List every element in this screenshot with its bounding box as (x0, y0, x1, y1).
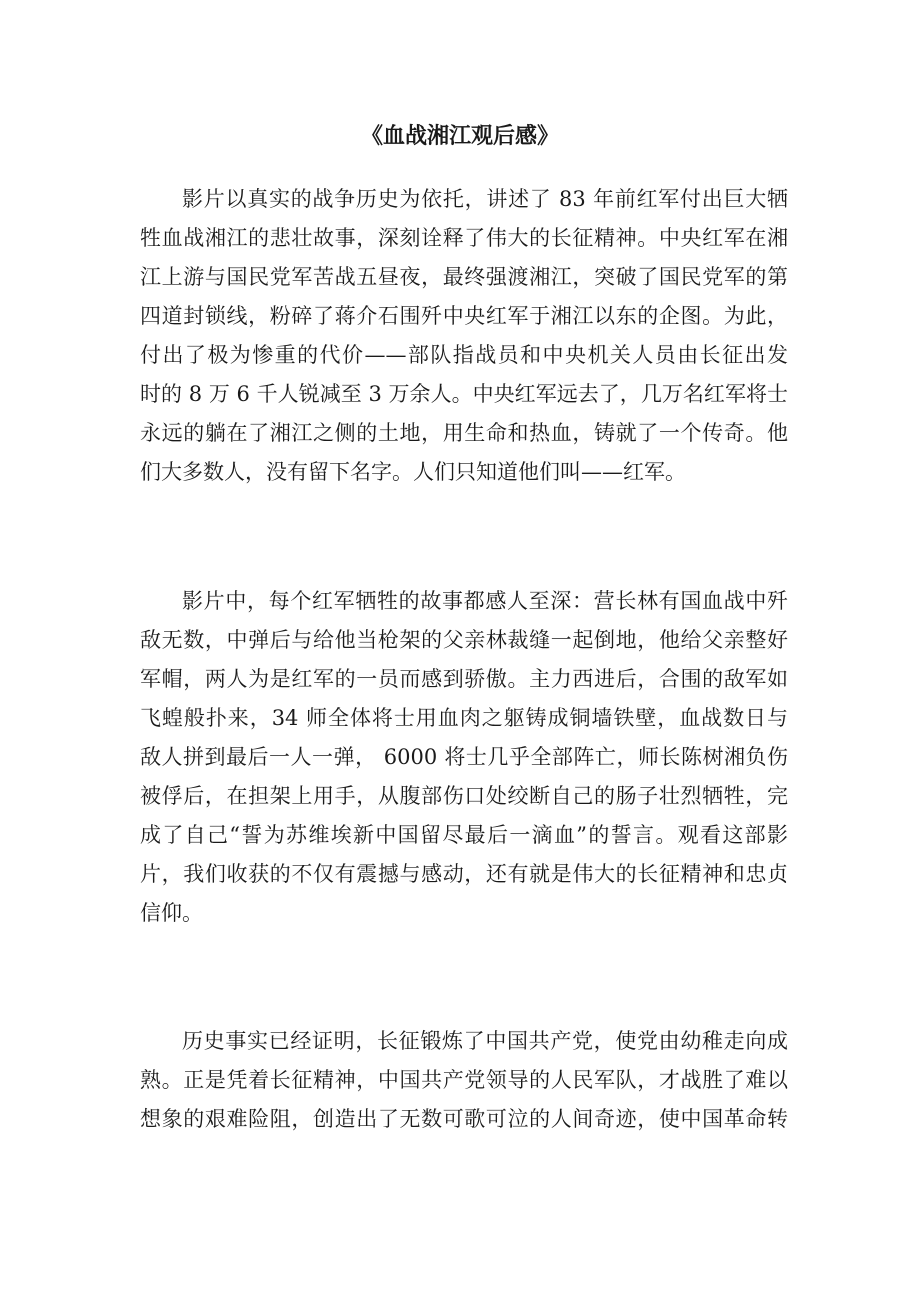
paragraph-line: 想象的艰难险阻，创造出了无数可歌可泣的人间奇迹，使中国革命转 (140, 1107, 788, 1131)
paragraph-line: 被俘后，在担架上用手，从腹部伤口处绞断自己的肠子壮烈牺牲，完 (140, 784, 788, 808)
paragraph-line: 片，我们收获的不仅有震撼与感动，还有就是伟大的长征精神和忠贞 (140, 862, 788, 886)
paragraph-line: 历史事实已经证明，长征锻炼了中国共产党，使党由幼稚走向成 (182, 1029, 788, 1053)
paragraph-line: 们大多数人，没有留下名字。人们只知道他们叫——红军。 (140, 460, 686, 484)
paragraph-line: 付出了极为惨重的代价——部队指战员和中央机关人员由长征出发 (140, 343, 788, 367)
paragraph-line: 永远的躺在了湘江之侧的土地，用生命和热血，铸就了一个传奇。他 (140, 421, 788, 445)
paragraph-line: 飞蝗般扑来，34 师全体将士用血肉之躯铸成铜墙铁壁，血战数日与 (140, 706, 788, 730)
paragraph-line: 江上游与国民党军苦战五昼夜，最终强渡湘江，突破了国民党军的第 (140, 265, 788, 289)
paragraph-2 (140, 582, 788, 933)
paragraph-line: 军帽，两人为是红军的一员而感到骄傲。主力西进后，合围的敌军如 (140, 667, 788, 691)
paragraph-line: 影片以真实的战争历史为依托，讲述了 83 年前红军付出巨大牺 (182, 187, 788, 211)
paragraph-line: 影片中，每个红军牺牲的故事都感人至深：营长林有国血战中歼 (182, 589, 788, 613)
document-title: 《血战湘江观后感》 (360, 123, 559, 149)
paragraph-line: 信仰。 (140, 901, 203, 925)
paragraph-1 (140, 180, 788, 492)
paragraph-line: 成了自己“誓为苏维埃新中国留尽最后一滴血”的誓言。观看这部影 (140, 823, 788, 847)
paragraph-3 (140, 1022, 788, 1139)
paragraph-line: 时的 8 万 6 千人锐减至 3 万余人。中央红军远去了，几万名红军将士 (140, 382, 788, 406)
paragraph-line: 敌人拼到最后一人一弹， 6000 将士几乎全部阵亡，师长陈树湘负伤 (140, 745, 788, 769)
paragraph-line: 敌无数，中弹后与给他当枪架的父亲林裁缝一起倒地，他给父亲整好 (140, 628, 788, 652)
paragraph-line: 熟。正是凭着长征精神，中国共产党领导的人民军队，才战胜了难以 (140, 1068, 788, 1092)
paragraph-line: 四道封锁线，粉碎了蒋介石围歼中央红军于湘江以东的企图。为此， (140, 304, 788, 328)
paragraph-line: 牲血战湘江的悲壮故事，深刻诠释了伟大的长征精神。中央红军在湘 (140, 226, 788, 250)
